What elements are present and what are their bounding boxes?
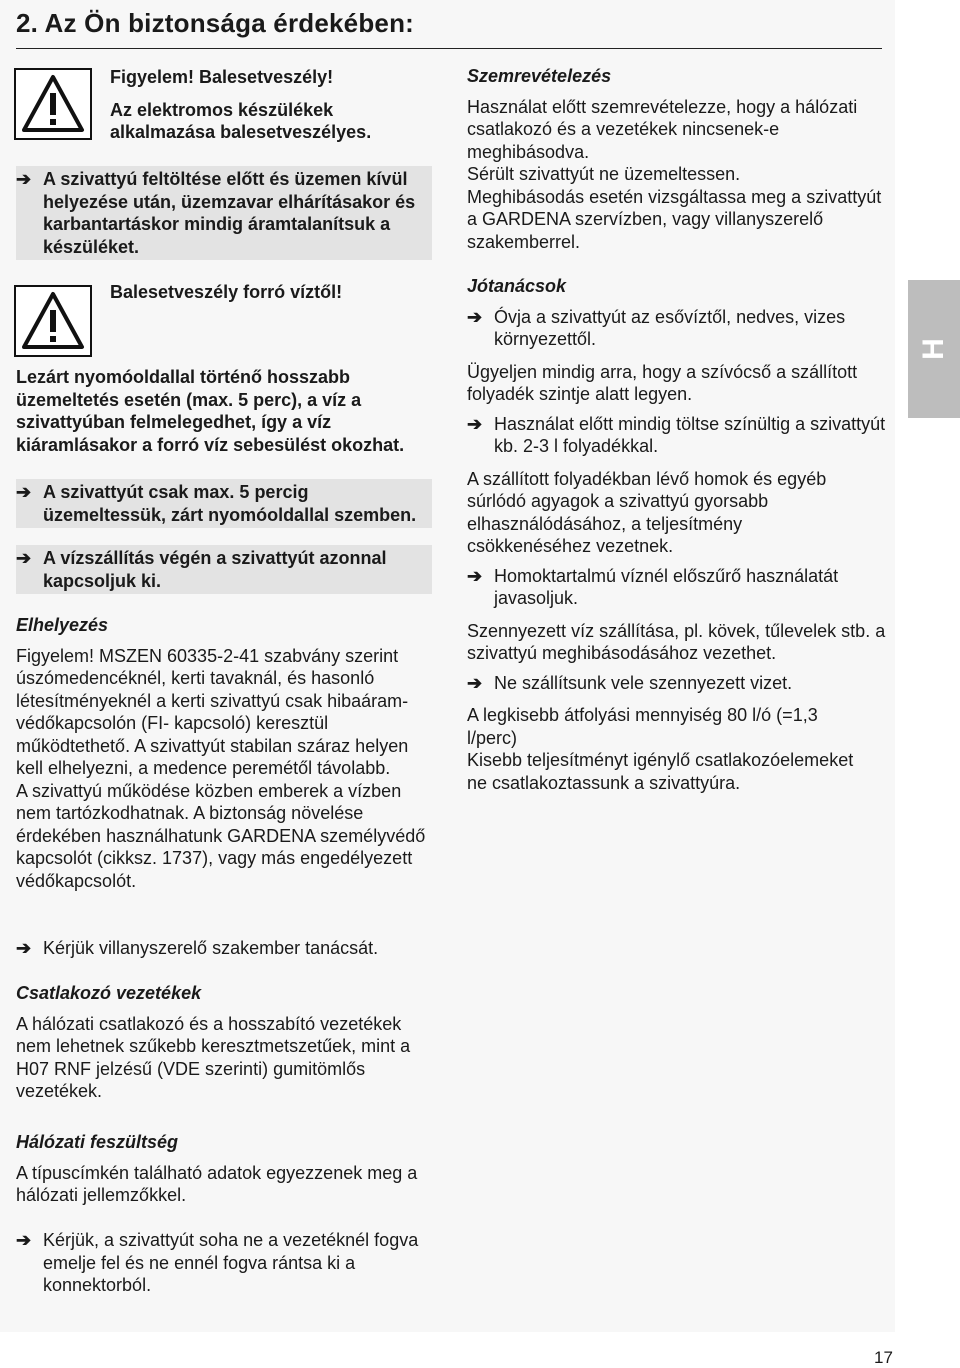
section-heading: Elhelyezés xyxy=(16,615,109,635)
arrow-icon: ➔ xyxy=(467,672,483,693)
warning-title: Balesetveszély forró víztől! xyxy=(110,282,343,302)
arrow-icon: ➔ xyxy=(16,1230,32,1250)
arrow-icon: ➔ xyxy=(16,482,32,502)
warning-title: Figyelem! Balesetveszély! xyxy=(110,67,334,87)
arrow-icon: ➔ xyxy=(16,548,32,568)
section-heading: Csatlakozó vezetékek xyxy=(16,983,202,1003)
hot-water-text xyxy=(16,366,432,456)
arrow-icon: ➔ xyxy=(467,306,483,327)
section-heading: Jótanácsok xyxy=(467,276,567,296)
section-heading: Szemrevételezés xyxy=(467,66,612,86)
max-time-instruction xyxy=(16,479,432,528)
cables-section xyxy=(16,982,436,1103)
page-number: 17 xyxy=(874,1348,893,1367)
arrow-icon: ➔ xyxy=(16,938,32,958)
voltage-paragraph: A típuscímkén található adatok egyezzenek meg a hálózati jellemzőkkel. xyxy=(16,1162,418,1205)
tip-rain-text: Óvja a szivattyút az esővíztől, nedves, vizes környezettől. xyxy=(494,306,846,349)
tip-dirty xyxy=(467,672,887,695)
tip-sand xyxy=(467,565,887,610)
switch-off-instruction xyxy=(16,545,432,594)
cables-paragraph: A hálózati csatlakozó és a hosszabító vezetékek nem lehetnek szűkebb keresztmetszetűek, mint a H07 RNF jelzésű (VDE szerinti) gumitömlős vezetékek. xyxy=(16,1013,411,1101)
tips-section xyxy=(467,275,887,794)
suction-paragraph: Ügyeljen mindig arra, hogy a szívócső a szállított folyadék szintje alatt legyen. xyxy=(467,361,858,404)
tip-sand-text: Homoktartalmú víznél előszűrő használatát javasoljuk. xyxy=(494,565,839,608)
tip-fill-text: Használat előtt mindig töltse színültig a szivattyút kb. 2-3 l folyadékkal. xyxy=(494,413,886,456)
tip-dirty-text: Ne szállítsunk vele szennyezett vizet. xyxy=(494,672,793,693)
warning-electric-text xyxy=(110,66,415,144)
electrician-text: Kérjük villanyszerelő szakember tanácsát. xyxy=(43,938,379,958)
language-tab xyxy=(908,280,960,418)
arrow-icon: ➔ xyxy=(467,413,483,434)
flow-paragraph: A legkisebb átfolyási mennyiség 80 l/ó (=1,3 l/perc) Kisebb teljesítményt igénylő csatlakozóelemeket ne csatlakoztassunk a szivattyúra. xyxy=(467,705,854,793)
section-heading: Hálózati feszültség xyxy=(16,1132,179,1152)
warning-body: Az elektromos készülékek alkalmazása balesetveszélyes. xyxy=(110,99,372,142)
tip-fill xyxy=(467,413,887,458)
arrow-icon: ➔ xyxy=(16,169,32,189)
arrow-icon: ➔ xyxy=(467,565,483,586)
dirty-paragraph: Szennyezett víz szállítása, pl. kövek, tűlevelek stb. a szivattyú meghibásodásához vezethet. xyxy=(467,620,886,663)
warning-triangle-icon xyxy=(14,68,92,140)
sand-paragraph: A szállított folyadékban lévő homok és egyéb súrlódó agyagok a szivattyú gyorsabb elhasználódásához, a teljesítmény csökkenéséhez vezetnek. xyxy=(467,468,827,556)
cable-warning-instruction xyxy=(16,1229,436,1297)
page-title: 2. Az Ön biztonsága érdekében: xyxy=(16,8,415,38)
unplug-instruction xyxy=(16,166,432,260)
placement-section xyxy=(16,614,436,892)
max-time-text: A szivattyút csak max. 5 percig üzemeltessük, zárt nyomóoldallal szemben. xyxy=(43,482,417,525)
unplug-text: A szivattyú feltöltése előtt és üzemen kívül helyezése után, üzemzavar elhárításakor és karbantartáskor mindig áramtalanítsuk a készüléket. xyxy=(43,169,416,257)
language-tab-label: H xyxy=(917,338,950,360)
inspection-paragraph: Használat előtt szemrevételezze, hogy a hálózati csatlakozó és a vezetékek nincsenek-e meghibásodva. Sérült szivattyút ne üzemeltessen. Meghibásodás esetén vizsgáltassa meg a szivattyút a GARDENA szervízben, vagy villanyszerelő szakemberrel. xyxy=(467,96,882,252)
electrician-instruction xyxy=(16,937,446,960)
voltage-section xyxy=(16,1131,436,1207)
warning-hot-water-title xyxy=(110,281,410,304)
placement-paragraph: Figyelem! MSZEN 60335-2-41 szabvány szerint úszómedencéknél, kerti tavaknál, és hasonló létesítményeknél a kerti szivattyú csak hibaáram-védőkapcsolón (FI- kapcsoló) keresztül működtethető. A szivattyút stabilan száraz helyen kell elhelyezni, a medence peremétől távolabb. A szivattyú működése közben emberek a vízben nem tartózkodhatnak. A biztonság növelése érdekében használhatunk GARDENA személyvédő kapcsolót (cikksz. 1737), vagy más engedélyezett védőkapcsolót. xyxy=(16,645,426,891)
tip-rain xyxy=(467,306,887,351)
warning-triangle-icon xyxy=(14,285,92,357)
switch-off-text: A vízszállítás végén a szivattyút azonnal kapcsoljuk ki. xyxy=(43,548,387,591)
title-divider xyxy=(16,48,882,49)
cable-warning-text: Kérjük, a szivattyút soha ne a vezetéknél fogva emelje fel és ne ennél fogva rántsa ki a konnektorból. xyxy=(43,1230,419,1295)
inspection-section xyxy=(467,65,887,253)
hot-water-paragraph: Lezárt nyomóoldallal történő hosszabb üzemeltetés esetén (max. 5 perc), a víz a szivattyúban felmelegedhet, így a víz kiáramlásakor a forró víz sebesülést okozhat. xyxy=(16,367,405,455)
